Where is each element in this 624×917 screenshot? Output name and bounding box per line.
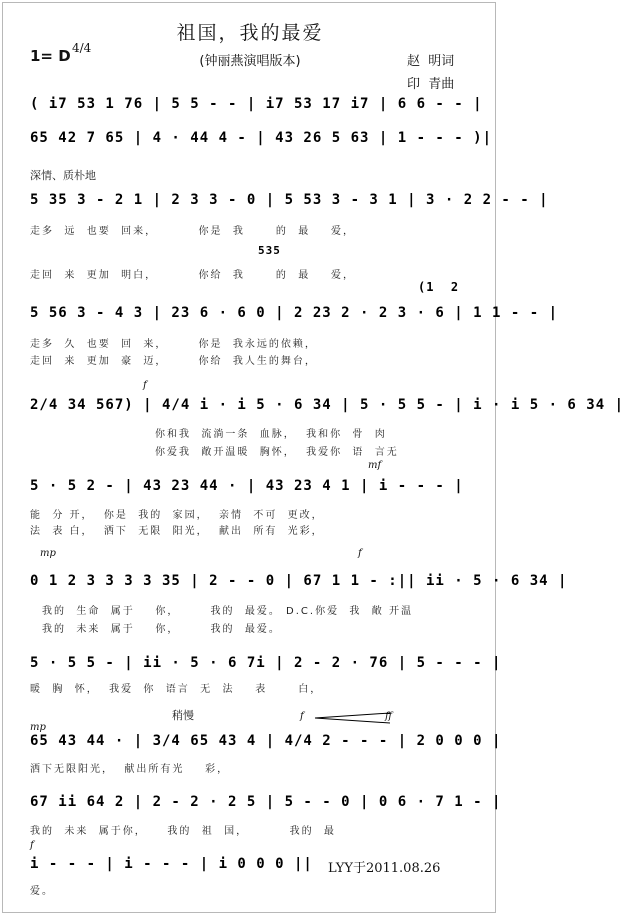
lyric-line-bridge-b: 我的 未来 属于 你， 我的 最爱。 (42, 624, 281, 635)
key-signature: 1= D (30, 47, 71, 65)
notation-line-intro-2: 65 42 7 65 | 4 · 44 4 - | 43 26 5 63 | 1 - - - )| (30, 130, 493, 146)
lyric-line-chorus-2a: 能 分 开， 你是 我的 家园， 亲情 不可 更改， (30, 510, 324, 521)
lyric-line-verse-a-2b: 走回 来 更加 豪 迈， 你给 我人生的舞台， (30, 356, 317, 367)
notation-line-bridge: 0 1 2 3 3 3 3 35 | 2 - - 0 | 67 1 1 - :|| ii · 5 · 6 34 | (30, 573, 568, 589)
volta-marks: (1 2 (418, 280, 460, 294)
lyric-line-chorus-2b: 法 表 白， 洒下 无限 阳光， 献出 所有 光彩， (30, 526, 324, 537)
song-title: 祖国，我的最爱 (176, 22, 324, 44)
dynamic-mark-f: f (300, 711, 304, 722)
dynamic-mark-ff: ff (385, 711, 393, 722)
notation-line-intro-1: ( i7 53 1 76 | 5 5 - - | i7 53 17 i7 | 6 6 - - | (30, 96, 483, 112)
notation-line-verse-a-2: 5 56 3 - 4 3 | 23 6 · 6 0 | 2 23 2 · 2 3 · 6 | 1 1 - - | (30, 305, 559, 321)
signature-date: LYY于2011.08.26 (328, 861, 441, 876)
dynamic-mark-mp: mp (30, 722, 46, 733)
lyric-line-coda-1: 暖 胸 怀， 我爱 你 语言 无 法 表 白， (30, 684, 323, 695)
lyric-line-coda-3: 我的 未来 属于你， 我的 祖 国， 我的 最 (30, 826, 336, 837)
time-signature: 4/4 (72, 41, 92, 55)
notation-line-chorus-2: 5 · 5 2 - | 43 23 44 · | 43 23 4 1 | i - - - | (30, 478, 464, 494)
notation-line-coda-2: 65 43 44 · | 3/4 65 43 4 | 4/4 2 - - - | 2 0 0 0 | (30, 733, 502, 749)
dynamic-mark-mf: mf (368, 460, 382, 471)
tempo-mark: 稍慢 (172, 709, 194, 722)
lyric-line-chorus-1a: 你和我 流淌一条 血脉， 我和你 骨 肉 (155, 429, 387, 440)
dynamic-mark-f: f (30, 840, 34, 851)
dynamic-mark-f: f (143, 380, 147, 391)
lyric-line-verse-a-1a: 走多 远 也要 回来， 你是 我 的 最 爱， (30, 226, 356, 237)
expression-mark: 深情、质朴地 (30, 169, 96, 182)
lyric-line-bridge-a: 我的 生命 属于 你， 我的 最爱。 D.C.你爱 我 敞 开温 (42, 606, 413, 617)
notation-line-coda-1: 5 · 5 5 - | ii · 5 · 6 7i | 2 - 2 · 76 | 5 - - - | (30, 655, 502, 671)
notation-line-coda-3: 67 ii 64 2 | 2 - 2 · 2 5 | 5 - - 0 | 0 6 · 7 1 - | (30, 794, 502, 810)
notation-line-final: i - - - | i - - - | i 0 0 0 || (30, 856, 313, 872)
lyricist-credit: 赵 明词 (407, 54, 455, 69)
dynamic-mark-f: f (358, 548, 362, 559)
lyric-line-coda-2: 洒下无限阳光， 献出所有光 彩， (30, 764, 230, 775)
lyric-line-verse-a-1b: 走回 来 更加 明白， 你给 我 的 最 爱， (30, 270, 356, 281)
crescendo-hairpin (305, 712, 395, 724)
alt-notes: 535 (258, 244, 281, 257)
lyric-line-final: 爱。 (30, 886, 54, 897)
notation-line-chorus-1: 2/4 34 567) | 4/4 i · i 5 · 6 34 | 5 · 5 5 - | i · i 5 · 6 34 | (30, 397, 624, 413)
notation-line-verse-a-1: 5 35 3 - 2 1 | 2 3 3 - 0 | 5 53 3 - 3 1 | 3 · 2 2 - - | (30, 192, 549, 208)
lyric-line-chorus-1b: 你爱我 敞开温暖 胸怀， 我爱你 语 言无 (155, 447, 399, 458)
dynamic-mark-mp: mp (40, 548, 56, 559)
composer-credit: 印 青曲 (407, 77, 455, 92)
lyric-line-verse-a-2a: 走多 久 也要 回 来， 你是 我永远的依赖， (30, 339, 317, 350)
song-subtitle: (钟丽燕演唱版本) (199, 54, 301, 69)
